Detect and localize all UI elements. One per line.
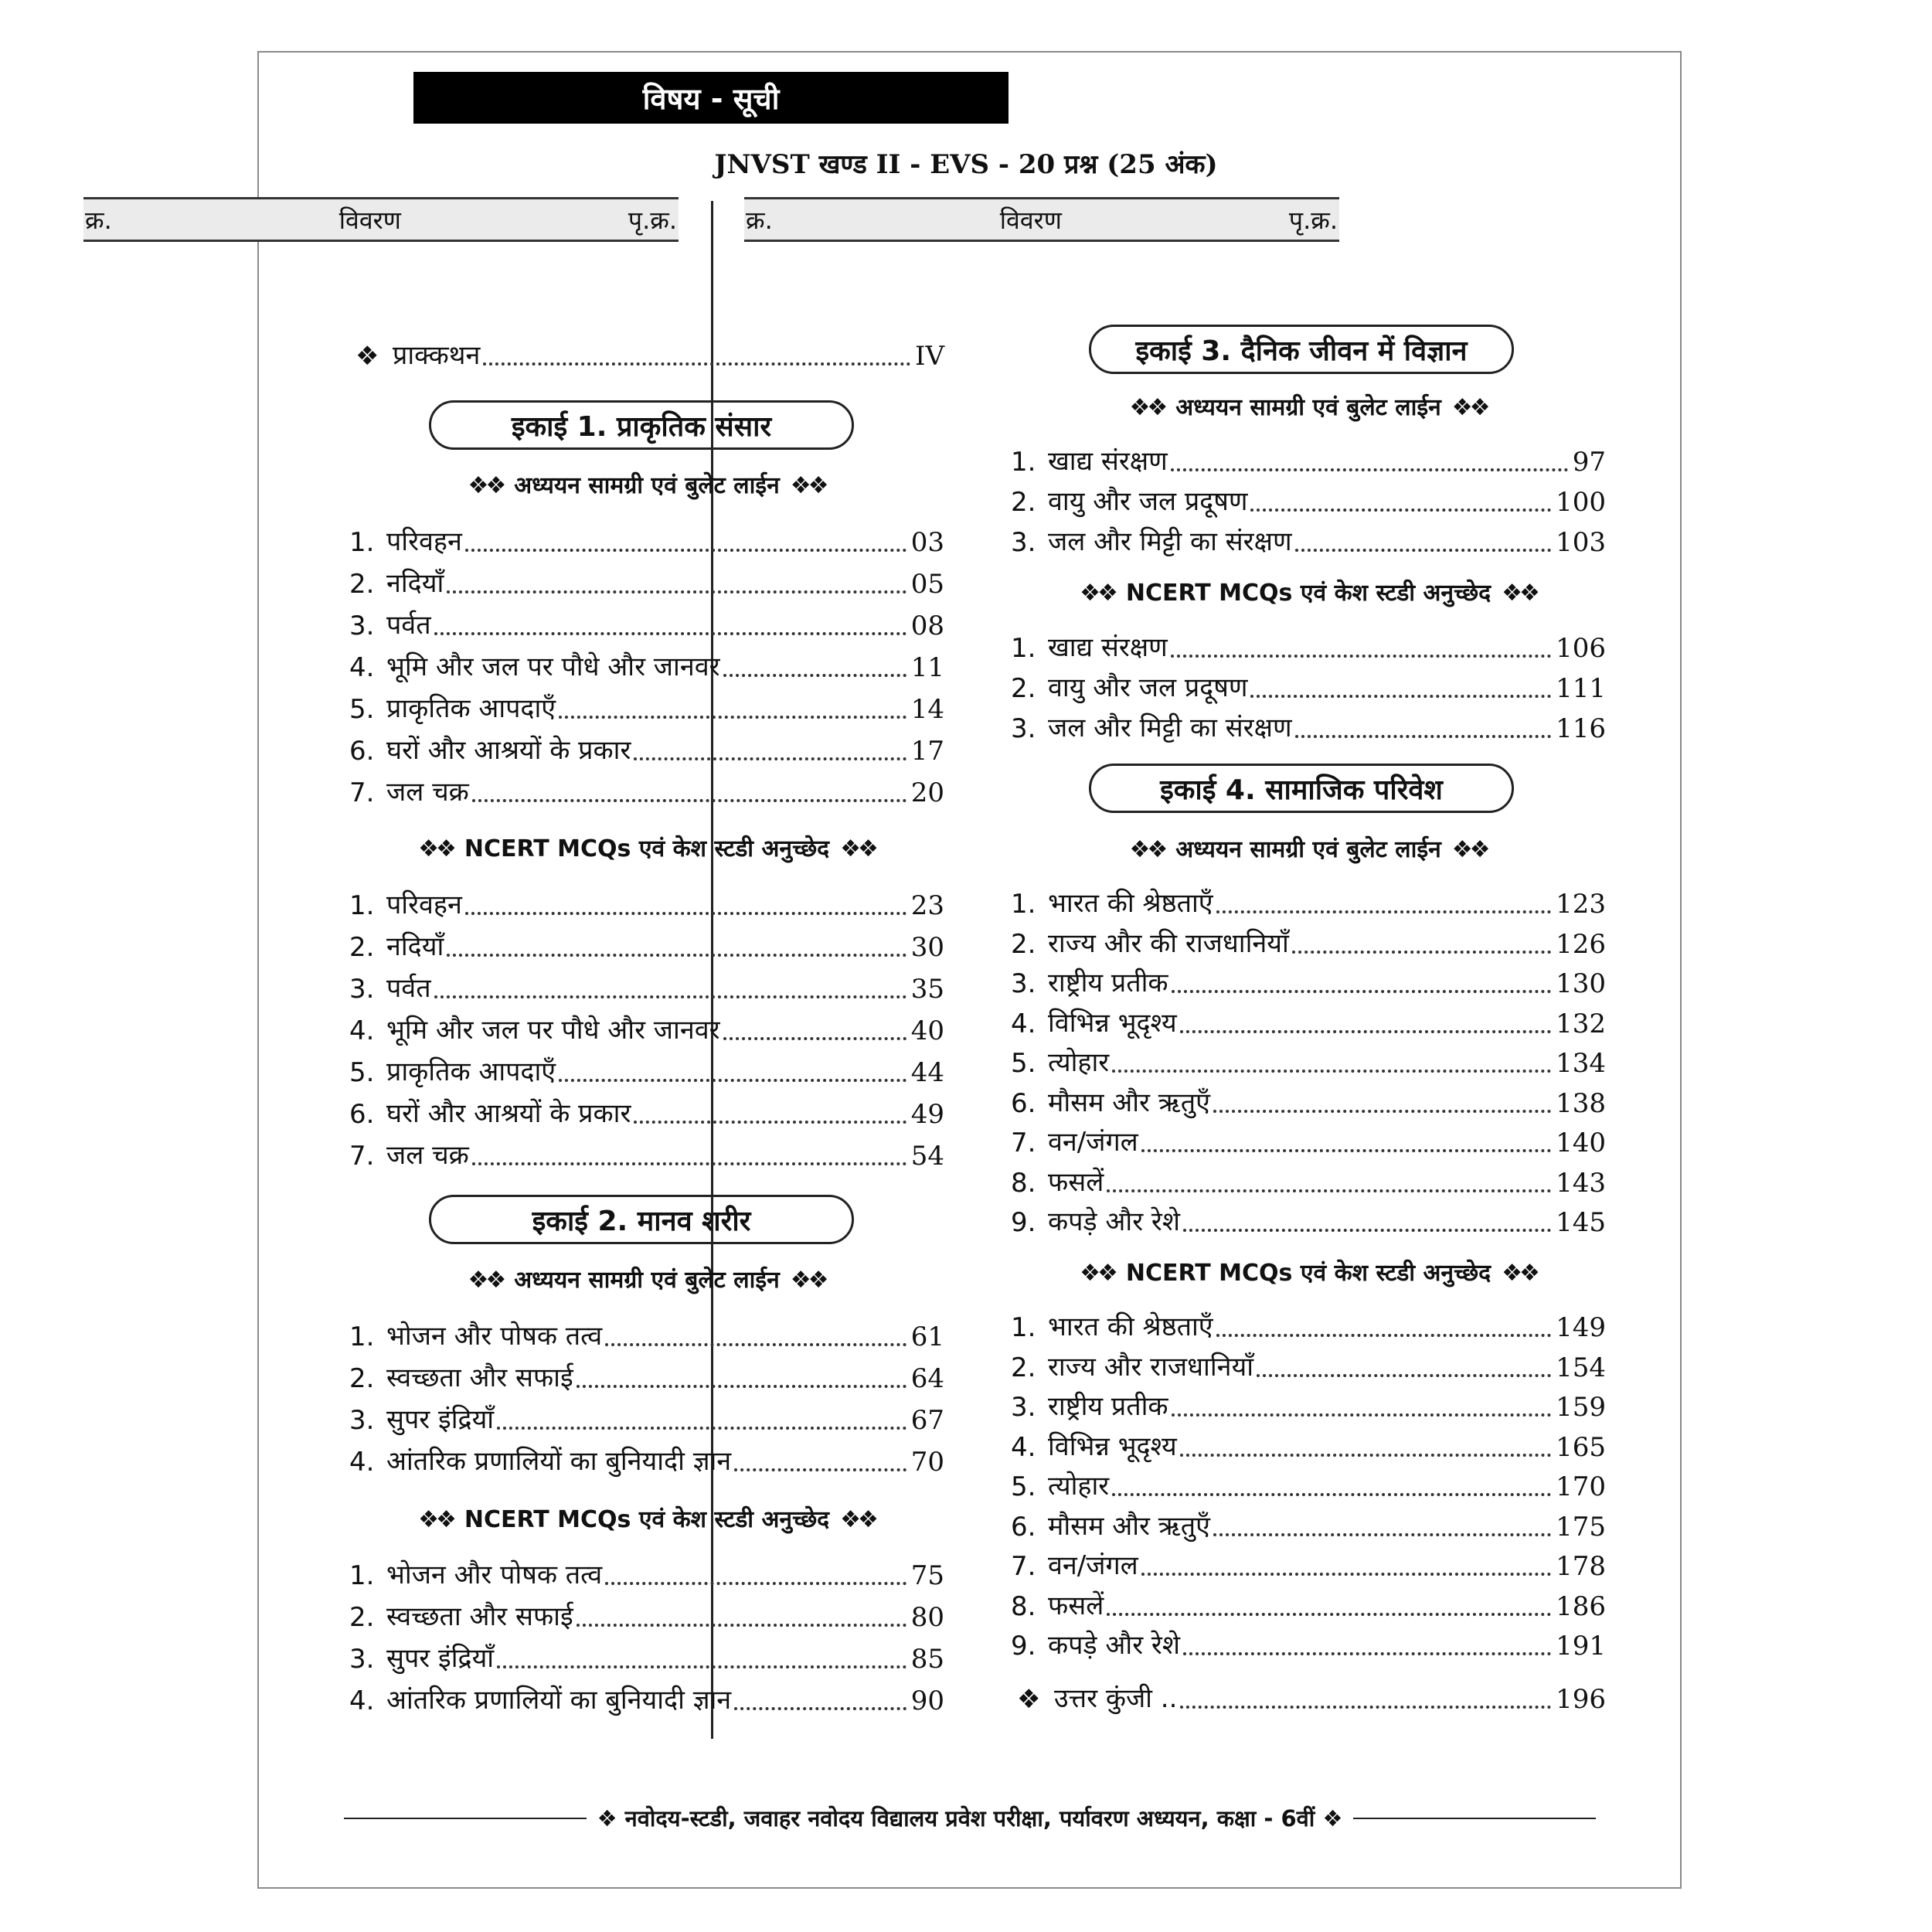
footer-caption: नवोदय-स्टडी, जवाहर नवोदय विद्यालय प्रवेश परीक्षा, पर्यावरण अध्ययन, कक्षा - 6वीं xyxy=(624,1805,1315,1832)
dot-leader xyxy=(1295,735,1552,738)
entry-number: 7. xyxy=(349,1141,375,1172)
entry-page: 140 xyxy=(1556,1128,1606,1158)
left-column xyxy=(83,197,679,242)
entry-page: 03 xyxy=(910,527,944,558)
entry-number: 7. xyxy=(349,777,375,808)
entry-title: खाद्य संरक्षण xyxy=(1048,446,1168,477)
entry-page: 126 xyxy=(1556,928,1606,960)
entry-title: विभिन्न भूदृश्य xyxy=(1048,1007,1177,1039)
entry-title: परिवहन xyxy=(386,526,462,557)
dot-leader xyxy=(1295,549,1552,552)
dot-leader xyxy=(634,1121,906,1124)
entry-title: नदियाँ xyxy=(386,931,444,962)
section-heading-study xyxy=(349,1263,944,1294)
entry-number: 2. xyxy=(1011,928,1036,960)
entry-number: 1. xyxy=(1011,447,1036,478)
entry-number: 9. xyxy=(1011,1631,1036,1662)
entry-number: 1. xyxy=(349,527,375,558)
entry-number: 1. xyxy=(349,890,375,921)
entry-title: राज्य और की राजधानियाँ xyxy=(1048,927,1289,959)
entry-number: 7. xyxy=(1011,1551,1036,1582)
toc-entry xyxy=(349,1094,944,1130)
entry-page: 11 xyxy=(910,652,944,683)
dot-leader xyxy=(1107,1613,1551,1616)
toc-entry xyxy=(349,1442,944,1478)
entry-title: वायु और जल प्रदूषण xyxy=(1048,672,1248,703)
entry-number: 1. xyxy=(349,1560,375,1591)
toc-entry xyxy=(1011,442,1606,478)
entry-title: घरों और आश्रयों के प्रकार xyxy=(386,735,631,766)
entry-title: राज्य और राजधानियाँ xyxy=(1048,1351,1254,1383)
dot-leader xyxy=(1180,1706,1551,1709)
ornament-icon: ❖❖ xyxy=(418,835,454,862)
entry-title: नदियाँ xyxy=(386,568,444,599)
entry-title: आंतरिक प्रणालियों का बुनियादी ज्ञान xyxy=(386,1446,732,1477)
entry-page: 154 xyxy=(1556,1352,1606,1383)
entry-title: कपड़े और रेशे xyxy=(1048,1630,1180,1661)
dot-leader xyxy=(1141,1149,1551,1152)
entry-page: 54 xyxy=(910,1141,944,1172)
entry-page: 23 xyxy=(910,890,944,921)
toc-entry xyxy=(349,1053,944,1088)
entry-title: घरों और आश्रयों के प्रकार xyxy=(386,1098,631,1129)
entry-page: 191 xyxy=(1556,1631,1606,1662)
dot-leader xyxy=(447,954,906,957)
entry-title: फसलें xyxy=(1048,1590,1104,1621)
unit-4-heading: इकाई 4. सामाजिक परिवेश xyxy=(1089,764,1514,813)
entry-title: भूमि और जल पर पौधे और जानवर xyxy=(386,651,720,682)
dot-leader xyxy=(1171,655,1551,658)
entry-title: पर्वत xyxy=(386,973,431,1004)
dot-leader xyxy=(497,1665,906,1668)
entry-number: 9. xyxy=(1011,1207,1036,1238)
entry-title: भूमि और जल पर पौधे और जानवर xyxy=(386,1015,720,1046)
ornament-icon: ❖❖ xyxy=(468,1267,504,1294)
entry-number: 2. xyxy=(349,1602,375,1633)
dot-leader xyxy=(1213,1110,1551,1113)
entry-page: 138 xyxy=(1556,1087,1606,1119)
entry-number: 3. xyxy=(349,1644,375,1675)
page-subtitle: JNVST खण्ड II - EVS - 20 प्रश्न (25 अंक) xyxy=(714,149,1218,180)
ornament-icon: ❖❖ xyxy=(790,472,826,499)
entry-number: 2. xyxy=(349,1363,375,1394)
unit-1-heading: इकाई 1. प्राकृतिक संसार xyxy=(429,400,854,450)
page-title xyxy=(413,72,1009,124)
toc-entry xyxy=(1011,1546,1606,1582)
dot-leader xyxy=(1180,1454,1551,1457)
entry-number: 3. xyxy=(1011,713,1036,744)
dot-leader xyxy=(577,1624,906,1627)
entry-title: प्राकृतिक आपदाएँ xyxy=(386,1056,556,1087)
toc-entry xyxy=(1011,1083,1606,1119)
entry-page: 08 xyxy=(910,611,944,641)
entry-number: 4. xyxy=(1011,1008,1036,1039)
entry-number: 4. xyxy=(1011,1431,1036,1463)
section-heading-mcq xyxy=(349,832,944,863)
entry-page: 44 xyxy=(910,1057,944,1088)
dot-leader xyxy=(497,1427,906,1430)
section-heading-study xyxy=(1011,832,1606,864)
entry-title: भारत की श्रेष्ठताएँ xyxy=(1048,888,1213,919)
entry-number: 2. xyxy=(1011,1352,1036,1383)
entry-page: 17 xyxy=(910,736,944,767)
toc-entry xyxy=(349,886,944,921)
toc-entry xyxy=(1011,709,1606,744)
ornament-icon: ❖❖ xyxy=(1129,394,1165,421)
entry-title: मौसम और ऋतुएँ xyxy=(1048,1510,1210,1542)
toc-entry xyxy=(349,927,944,963)
entry-title: जल और मिट्टी का संरक्षण xyxy=(1048,526,1292,557)
entry-title: स्वच्छता और सफाई xyxy=(386,1601,573,1632)
entry-number: 3. xyxy=(1011,527,1036,558)
dot-leader xyxy=(483,362,910,366)
entry-title: फसलें xyxy=(1048,1166,1104,1198)
toc-entry xyxy=(1011,1123,1606,1158)
entry-page: 05 xyxy=(910,569,944,600)
entry-number: 5. xyxy=(1011,1048,1036,1079)
entry-number: 2. xyxy=(349,932,375,963)
page-footer xyxy=(344,1803,1596,1833)
section-title: अध्ययन सामग्री एवं बुलेट लाईन xyxy=(1175,394,1441,421)
ornament-icon: ❖❖ xyxy=(1451,836,1488,863)
entry-page: 14 xyxy=(910,694,944,725)
entry-page: 100 xyxy=(1556,487,1606,518)
header-desc: विवरण xyxy=(999,205,1062,235)
entry-title: खाद्य संरक्षण xyxy=(1048,632,1168,663)
dot-leader xyxy=(723,674,906,677)
entry-number: 3. xyxy=(349,1405,375,1436)
entry-number: 3. xyxy=(1011,968,1036,999)
dot-leader xyxy=(1213,1533,1551,1536)
entry-number: 6. xyxy=(1011,1087,1036,1119)
toc-entry xyxy=(349,1317,944,1352)
entry-page: 40 xyxy=(910,1015,944,1046)
dot-leader xyxy=(723,1037,906,1040)
entry-title: राष्ट्रीय प्रतीक xyxy=(1048,968,1168,998)
ornament-icon: ❖❖ xyxy=(1129,836,1165,863)
toc-entry xyxy=(349,1639,944,1675)
dot-leader xyxy=(472,799,906,802)
dot-leader xyxy=(1292,951,1551,954)
entry-page: 35 xyxy=(910,974,944,1005)
entry-number: 5. xyxy=(349,694,375,725)
entry-page: 130 xyxy=(1556,968,1606,999)
dot-leader xyxy=(1107,1189,1551,1192)
toc-entry xyxy=(1011,1202,1606,1238)
section-heading-mcq xyxy=(1011,576,1606,607)
toc-entry xyxy=(349,1011,944,1046)
entry-title: वन/जंगल xyxy=(1048,1550,1138,1581)
header-sr: क्र. xyxy=(746,205,773,235)
dot-leader xyxy=(1112,1493,1551,1496)
toc-entry xyxy=(349,1681,944,1716)
toc-entry xyxy=(1011,628,1606,664)
toc-entry xyxy=(349,1400,944,1436)
toc-entry xyxy=(349,773,944,808)
unit-2-heading: इकाई 2. मानव शरीर xyxy=(429,1195,854,1244)
entry-title: मौसम और ऋतुएँ xyxy=(1048,1087,1210,1118)
toc-entry xyxy=(349,1136,944,1172)
entry-page: 165 xyxy=(1556,1431,1606,1463)
ornament-icon: ❖ xyxy=(355,341,379,372)
toc-entry xyxy=(1011,884,1606,920)
right-column-header xyxy=(744,197,1339,242)
entry-title: वायु और जल प्रदूषण xyxy=(1048,486,1248,517)
entry-number: 4. xyxy=(349,1015,375,1046)
toc-entry xyxy=(1011,1387,1606,1423)
entry-number: 6. xyxy=(1011,1511,1036,1543)
entry-page: 97 xyxy=(1572,447,1606,478)
toc-entry xyxy=(1011,924,1606,960)
entry-page: 123 xyxy=(1556,889,1606,920)
ornament-icon: ❖ xyxy=(1017,1684,1041,1715)
entry-number: 1. xyxy=(1011,889,1036,920)
section-heading-mcq xyxy=(1011,1256,1606,1287)
toc-entry xyxy=(1011,964,1606,999)
toc-entry xyxy=(349,1597,944,1633)
ornament-icon: ❖❖ xyxy=(840,835,876,862)
header-page: पृ.क्र. xyxy=(1288,205,1338,235)
toc-entry xyxy=(349,564,944,600)
entry-page: 159 xyxy=(1556,1392,1606,1423)
entry-number: 5. xyxy=(1011,1471,1036,1502)
dot-leader xyxy=(1250,695,1551,698)
entry-page: 149 xyxy=(1556,1312,1606,1343)
dot-leader xyxy=(465,549,906,552)
ornament-icon: ❖❖ xyxy=(418,1506,454,1533)
toc-entry xyxy=(1011,1427,1606,1463)
entry-page: IV xyxy=(915,341,944,372)
toc-entry xyxy=(349,522,944,558)
toc-entry xyxy=(349,1359,944,1394)
entry-page: 178 xyxy=(1556,1551,1606,1582)
entry-title: कपड़े और रेशे xyxy=(1048,1206,1180,1237)
section-title: अध्ययन सामग्री एवं बुलेट लाईन xyxy=(514,1267,780,1294)
entry-title: त्योहार xyxy=(1048,1047,1110,1078)
entry-title: भोजन और पोषक तत्व xyxy=(386,1321,603,1352)
dot-leader xyxy=(1180,1030,1551,1033)
header-sr: क्र. xyxy=(85,205,112,235)
ornament-icon: ❖❖ xyxy=(1080,580,1115,607)
entry-number: 3. xyxy=(349,974,375,1005)
entry-title: विभिन्न भूदृश्य xyxy=(1048,1430,1177,1462)
entry-page: 145 xyxy=(1556,1207,1606,1238)
dot-leader xyxy=(465,912,906,915)
section-title: अध्ययन सामग्री एवं बुलेट लाईन xyxy=(514,472,780,499)
toc-entry xyxy=(1011,1308,1606,1343)
entry-page: 75 xyxy=(910,1560,944,1591)
dot-leader xyxy=(1257,1374,1551,1377)
dot-leader xyxy=(734,1707,906,1710)
entry-title: परिवहन xyxy=(386,889,462,920)
section-title: NCERT MCQs एवं केश स्टडी अनुच्छेद xyxy=(1125,1260,1492,1287)
dot-leader xyxy=(559,1079,906,1082)
entry-page: 103 xyxy=(1556,527,1606,558)
entry-title: सुपर इंद्रियाँ xyxy=(386,1404,495,1435)
entry-title: जल चक्र xyxy=(386,1140,469,1171)
entry-title: भारत की श्रेष्ठताएँ xyxy=(1048,1311,1213,1342)
toc-entry xyxy=(1011,1587,1606,1622)
dot-leader xyxy=(605,1343,906,1346)
dot-leader xyxy=(472,1162,906,1165)
entry-page: 30 xyxy=(910,932,944,963)
toc-entry xyxy=(1011,1004,1606,1039)
dot-leader xyxy=(634,757,906,760)
dot-leader xyxy=(1171,468,1568,471)
ornament-icon: ❖❖ xyxy=(790,1267,826,1294)
entry-page: 67 xyxy=(910,1405,944,1436)
section-heading-study xyxy=(349,468,944,500)
toc-entry xyxy=(1011,522,1606,558)
entry-title: वन/जंगल xyxy=(1048,1127,1138,1158)
entry-title: उत्तर कुंजी .. xyxy=(1054,1683,1178,1714)
entry-title: प्राकृतिक आपदाएँ xyxy=(386,693,556,724)
entry-page: 49 xyxy=(910,1099,944,1130)
toc-entry xyxy=(1011,1163,1606,1199)
entry-page: 111 xyxy=(1556,673,1606,704)
right-column xyxy=(744,197,1339,242)
dot-leader xyxy=(1172,990,1552,993)
entry-title: त्योहार xyxy=(1048,1471,1110,1502)
entry-page: 196 xyxy=(1556,1684,1606,1715)
dot-leader xyxy=(434,995,906,998)
entry-title: जल चक्र xyxy=(386,777,469,808)
entry-number: 8. xyxy=(1011,1167,1036,1199)
entry-page: 70 xyxy=(910,1447,944,1478)
ornament-icon: ❖❖ xyxy=(468,472,504,499)
entry-number: 8. xyxy=(1011,1590,1036,1622)
section-title: NCERT MCQs एवं केश स्टडी अनुच्छेद xyxy=(1125,580,1492,607)
toc-entry xyxy=(1011,1507,1606,1543)
toc-entry xyxy=(1011,1626,1606,1662)
dot-leader xyxy=(577,1385,906,1388)
dot-leader xyxy=(1183,1229,1551,1232)
ornament-icon: ❖❖ xyxy=(1080,1260,1115,1287)
entry-page: 143 xyxy=(1556,1167,1606,1199)
dot-leader xyxy=(1250,509,1551,512)
entry-number: 1. xyxy=(1011,633,1036,664)
entry-page: 175 xyxy=(1556,1511,1606,1543)
toc-entry xyxy=(1011,482,1606,518)
dot-leader xyxy=(447,590,906,594)
left-column-header xyxy=(83,197,679,242)
dot-leader xyxy=(1216,1334,1551,1337)
entry-number: 3. xyxy=(349,611,375,641)
entry-page: 116 xyxy=(1556,713,1606,744)
footer-text xyxy=(587,1803,1354,1833)
entry-page: 80 xyxy=(910,1602,944,1633)
entry-page: 186 xyxy=(1556,1590,1606,1622)
toc-entry xyxy=(349,731,944,767)
entry-page: 170 xyxy=(1556,1471,1606,1502)
ornament-icon: ❖❖ xyxy=(840,1506,876,1533)
ornament-icon: ❖ xyxy=(597,1805,617,1832)
entry-title: स्वच्छता और सफाई xyxy=(386,1362,573,1393)
entry-number: 6. xyxy=(349,1099,375,1130)
dot-leader xyxy=(559,716,906,719)
toc-entry xyxy=(349,1556,944,1591)
entry-number: 2. xyxy=(349,569,375,600)
entry-number: 4. xyxy=(349,1685,375,1716)
entry-page: 64 xyxy=(910,1363,944,1394)
entry-title: आंतरिक प्रणालियों का बुनियादी ज्ञान xyxy=(386,1685,732,1716)
toc-entry xyxy=(349,969,944,1005)
section-heading-study xyxy=(1011,390,1606,422)
ornament-icon: ❖❖ xyxy=(1502,1260,1537,1287)
answer-key-entry xyxy=(1017,1679,1606,1715)
toc-entry xyxy=(1011,668,1606,704)
header-desc: विवरण xyxy=(338,205,401,235)
dot-leader xyxy=(434,632,906,635)
unit-3-heading: इकाई 3. दैनिक जीवन में विज्ञान xyxy=(1089,325,1514,374)
entry-title: पर्वत xyxy=(386,610,431,641)
entry-number: 4. xyxy=(349,1447,375,1478)
page-title-text: विषय - सूची xyxy=(642,81,780,116)
entry-title: सुपर इंद्रियाँ xyxy=(386,1643,495,1674)
toc-entry xyxy=(1011,1348,1606,1383)
dot-leader xyxy=(1172,1413,1552,1417)
section-title: NCERT MCQs एवं केश स्टडी अनुच्छेद xyxy=(464,835,830,862)
entry-number: 1. xyxy=(349,1321,375,1352)
entry-number: 6. xyxy=(349,736,375,767)
entry-page: 132 xyxy=(1556,1008,1606,1039)
entry-title: प्राक्कथन xyxy=(393,340,481,371)
footer-rule-right xyxy=(1353,1818,1596,1819)
dot-leader xyxy=(734,1468,906,1471)
section-heading-mcq xyxy=(349,1502,944,1534)
entry-number: 1. xyxy=(1011,1312,1036,1343)
entry-number: 7. xyxy=(1011,1128,1036,1158)
toc-entry xyxy=(349,606,944,641)
entry-number: 4. xyxy=(349,652,375,683)
section-title: NCERT MCQs एवं केश स्टडी अनुच्छेद xyxy=(464,1506,830,1533)
entry-title: राष्ट्रीय प्रतीक xyxy=(1048,1391,1168,1422)
entry-page: 134 xyxy=(1556,1048,1606,1079)
toc-entry xyxy=(349,648,944,683)
ornament-icon: ❖❖ xyxy=(1502,580,1537,607)
dot-leader xyxy=(605,1582,906,1585)
dot-leader xyxy=(1183,1652,1551,1655)
section-title: अध्ययन सामग्री एवं बुलेट लाईन xyxy=(1175,836,1441,863)
toc-entry xyxy=(1011,1467,1606,1502)
dot-leader xyxy=(1141,1573,1551,1576)
dot-leader xyxy=(1112,1070,1551,1073)
entry-number: 5. xyxy=(349,1057,375,1088)
entry-page: 90 xyxy=(910,1685,944,1716)
foreword-entry xyxy=(355,336,944,372)
entry-page: 20 xyxy=(910,777,944,808)
ornament-icon: ❖❖ xyxy=(1451,394,1488,421)
header-page: पृ.क्र. xyxy=(628,205,677,235)
entry-page: 61 xyxy=(910,1321,944,1352)
entry-title: जल और मिट्टी का संरक्षण xyxy=(1048,713,1292,743)
entry-title: भोजन और पोषक तत्व xyxy=(386,1560,603,1590)
entry-number: 2. xyxy=(1011,487,1036,518)
dot-leader xyxy=(1216,910,1551,913)
toc-entry xyxy=(1011,1043,1606,1079)
toc-entry xyxy=(349,689,944,725)
ornament-icon: ❖ xyxy=(1322,1805,1343,1832)
entry-number: 3. xyxy=(1011,1392,1036,1423)
entry-page: 106 xyxy=(1556,633,1606,664)
entry-number: 2. xyxy=(1011,673,1036,704)
footer-rule-left xyxy=(344,1818,587,1819)
entry-page: 85 xyxy=(910,1644,944,1675)
